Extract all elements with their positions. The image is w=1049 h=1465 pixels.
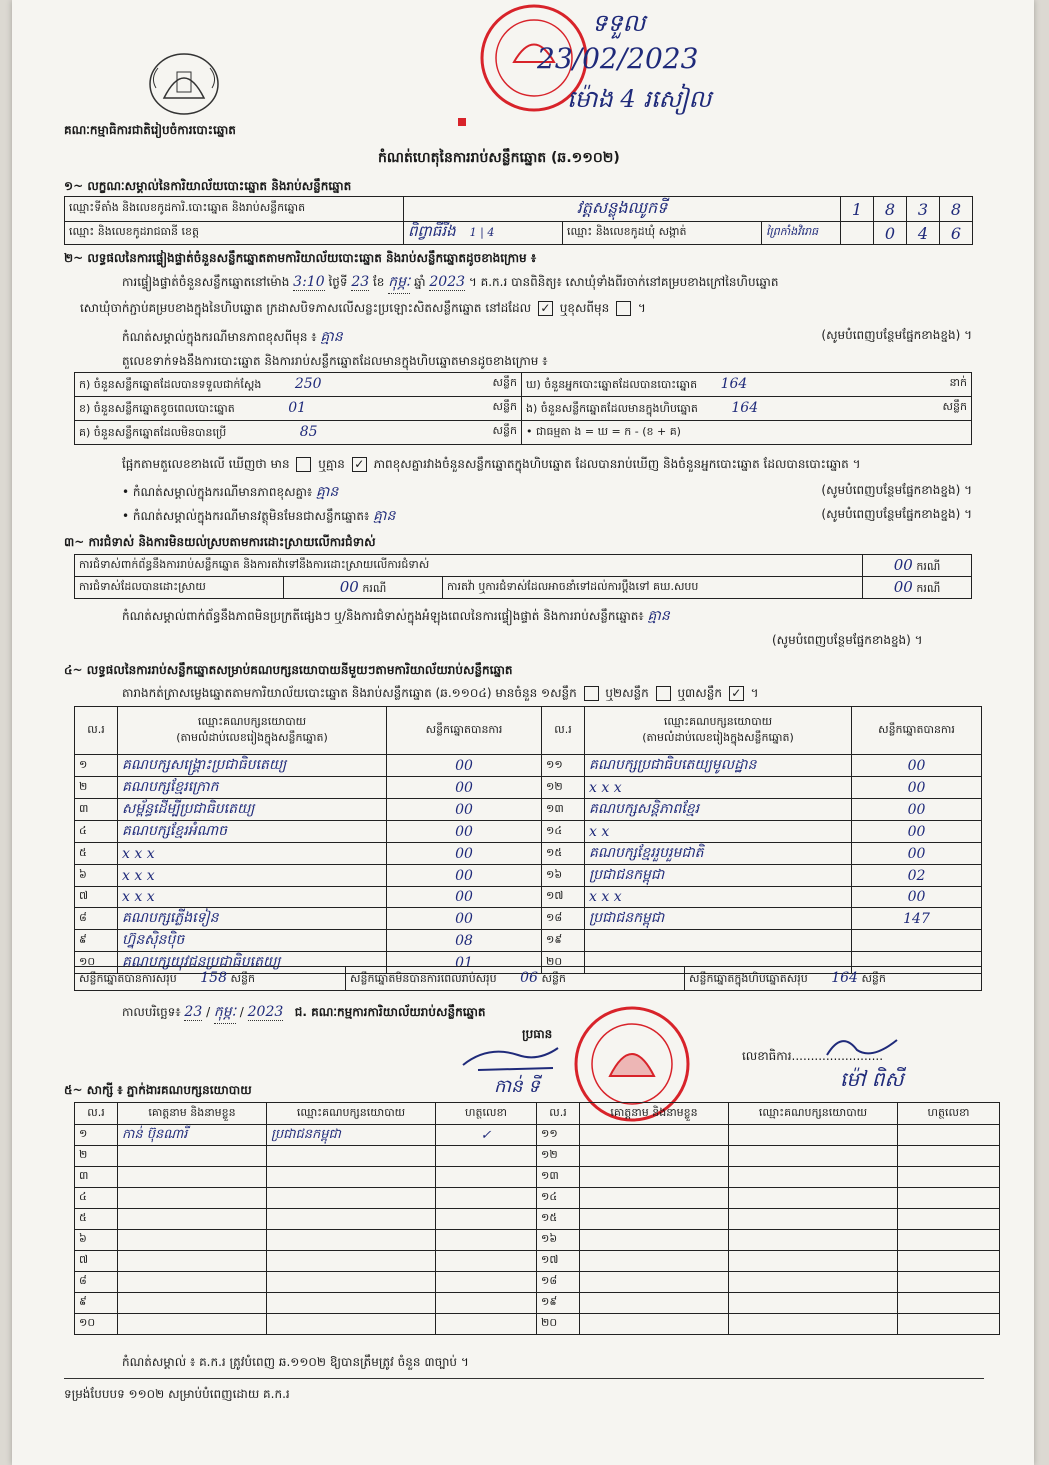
seal-line: សោឃុំចាក់ភ្ជាប់គម្របខាងក្នុងនៃហិបឆ្នោត ក្រដាសបិទភាសលើសន្លះប្រឡោះសិតសន្លឹកឆ្នោត នៅដដែល ✓ ឬខុសពីមុន ។	[80, 301, 646, 315]
row-no: ២០	[542, 952, 585, 974]
total-box: សន្លឹកឆ្នោតក្នុងហិបឆ្នោតសរុប 164 សន្លឹក	[685, 967, 982, 991]
row-no: ១	[75, 755, 118, 777]
doc-title: កំណត់ហេតុនៃការរាប់សន្លឹកឆ្នោត (ឆ.១១០២)	[378, 150, 620, 166]
witness-signature: ✓	[436, 1125, 537, 1146]
row-no: ៧	[75, 1251, 118, 1272]
received-date: 23/02/2023	[537, 42, 699, 75]
witness-name	[118, 1146, 267, 1167]
row-no: ៩	[75, 1293, 118, 1314]
witness-party	[267, 1167, 436, 1188]
form-id: ទម្រង់បែបបទ ១១០២ សម្រាប់បំពេញដោយ គ.ក.រ	[64, 1387, 290, 1401]
section4-intro: តារាងកត់ត្រាសម្លេងឆ្នោតតាមការិយាល័យបោះឆ្នោត និងរាប់សន្លឹកឆ្នោត (ឆ.១១០៤) មានចំនួន ១សន្លឹក ឬ២សន្លឹក ឬ៣សន្លឹក ✓ ។	[122, 686, 759, 700]
section1-title: ១~ លក្ខណៈសម្គាល់នៃការិយាល័យបោះឆ្នោត និងរាប់សន្លឹកឆ្នោត	[64, 179, 352, 193]
count-row: ខ) ចំនួនសន្លឹកឆ្នោតខូចពេលបោះឆ្នោត 01 សន្លឹក	[75, 397, 522, 421]
witness-signature	[898, 1146, 1000, 1167]
note2: • កំណត់សម្គាល់ក្នុងករណីមានភាពខុសគ្នា៖ គ្មាន (សូមបំពេញបន្ថែមផ្នែកខាងខ្នង) ។	[122, 483, 972, 500]
vote-count: 00	[387, 887, 542, 908]
section5-title: ៥~ សាក្សី ៖ ភ្នាក់ងារគណបក្សនយោបាយ	[64, 1083, 252, 1097]
witness-party	[267, 1188, 436, 1209]
row-no: ៨	[75, 908, 118, 930]
totals-table	[74, 966, 982, 991]
col-name: គោត្តនាម និងនាមខ្លួន	[118, 1103, 267, 1125]
has-diff-checkbox[interactable]	[296, 457, 311, 472]
witness-name	[118, 1209, 267, 1230]
col-party: ឈ្មោះគណបក្សនយោបាយ	[267, 1103, 436, 1125]
section4-title: ៤~ លទ្ធផលនៃការរាប់សន្លឹកឆ្នោតសម្រាប់គណបក្សនយោបាយនីមួយៗតាមការិយាល័យរាប់សន្លឹកឆ្នោត	[64, 663, 513, 677]
witness-signature	[436, 1251, 537, 1272]
site-label: ឈ្មោះទីតាំង និងលេខកូដការិ.បោះឆ្នោត និងរាប់សន្លឹកឆ្នោត	[65, 197, 404, 222]
row-no: ១៦	[542, 865, 585, 887]
table-row	[75, 755, 982, 777]
received-note: ទទួល	[592, 9, 646, 37]
witness-party	[729, 1167, 898, 1188]
table-row	[75, 1314, 1000, 1335]
party-name: គណបក្សសង្គ្រោះប្រជាធិបតេយ្យ	[118, 755, 387, 777]
witness-signature	[898, 1125, 1000, 1146]
section1-table	[64, 196, 973, 245]
commune-code-digit: 0	[874, 222, 907, 245]
table-row	[75, 799, 982, 821]
received-time: ម៉ោង 4 រសៀល	[567, 85, 712, 113]
party-name: គណបក្សយុវជនប្រជាធិបតេយ្យ	[118, 952, 387, 974]
different-checkbox[interactable]	[616, 301, 631, 316]
witness-party	[729, 1251, 898, 1272]
party-name: x x x	[585, 887, 852, 908]
vote-count: 00	[852, 799, 982, 821]
table-row	[75, 887, 982, 908]
witness-name	[580, 1209, 729, 1230]
no-diff-checkbox[interactable]: ✓	[352, 457, 367, 472]
row-no: ១៥	[537, 1209, 580, 1230]
section3-table	[74, 554, 972, 599]
witness-table	[74, 1102, 1000, 1335]
vote-count: 00	[387, 843, 542, 865]
witness-name	[118, 1167, 267, 1188]
count-row: គ) ចំនួនសន្លឹកឆ្នោតដែលមិនបានប្រើ 85 សន្លឹក	[75, 421, 522, 445]
row-no: ១៤	[542, 821, 585, 843]
note1: កំណត់សម្គាល់ក្នុងករណីមានភាពខុសពីមុន ៖ គ្មាន (សូមបំពេញបន្ថែមផ្នែកខាងខ្នង) ។	[122, 328, 972, 345]
party-name: ប្រជាជនកម្ពុជា	[585, 865, 852, 887]
witness-party	[729, 1188, 898, 1209]
witness-name	[118, 1251, 267, 1272]
col-sign: ហត្ថលេខា	[436, 1103, 537, 1125]
row-no: ១៨	[537, 1272, 580, 1293]
section3-title: ៣~ ការជំទាស់ និងការមិនយល់ស្របតាមការដោះស្រាយលើការជំទាស់	[64, 535, 376, 549]
witness-party	[267, 1272, 436, 1293]
vote-count: 00	[387, 865, 542, 887]
witness-name	[580, 1167, 729, 1188]
witness-signature	[898, 1272, 1000, 1293]
secretary-name: ម៉ៅ ពិសី	[840, 1067, 904, 1091]
appeal-count: 00 ករណី	[863, 577, 972, 599]
witness-name	[580, 1251, 729, 1272]
table-row	[75, 1230, 1000, 1251]
secretary-label: លេខាធិការ........................	[742, 1049, 884, 1063]
witness-signature	[898, 1188, 1000, 1209]
witness-signature	[436, 1167, 537, 1188]
row-no: ១០	[75, 1314, 118, 1335]
row-no: ១៨	[542, 908, 585, 930]
witness-signature	[898, 1230, 1000, 1251]
section2-title: ២~ លទ្ធផលនៃការផ្ទៀងផ្ទាត់ចំនួនសន្លឹកឆ្នោតតាមការិយាល័យបោះឆ្នោត និងរាប់សន្លឹកឆ្នោតដូចខាងក្រោម ៖	[64, 251, 537, 265]
row-no: ១៩	[537, 1293, 580, 1314]
witness-party	[729, 1272, 898, 1293]
three-sheet-checkbox[interactable]: ✓	[729, 686, 744, 701]
appeal-label: ការតវ៉ា ឬការជំទាស់ដែលអាចនាំទៅដល់ការប្តឹងទៅ គឃ.សបប	[443, 577, 863, 599]
witness-party	[267, 1293, 436, 1314]
vote-count: 00	[852, 777, 982, 799]
vote-count: 147	[852, 908, 982, 930]
witness-name	[580, 1314, 729, 1335]
witness-party	[267, 1230, 436, 1251]
row-no: ១៥	[542, 843, 585, 865]
row-no: ១៧	[537, 1251, 580, 1272]
witness-signature	[898, 1293, 1000, 1314]
two-sheet-checkbox[interactable]	[656, 686, 671, 701]
footer-divider	[64, 1378, 984, 1379]
col-votes: សន្លឹកឆ្នោតបានការ	[852, 707, 982, 755]
witness-name	[118, 1188, 267, 1209]
witness-signature	[898, 1314, 1000, 1335]
row-no: ៣	[75, 1167, 118, 1188]
witness-signature	[898, 1209, 1000, 1230]
party-name: x x x	[118, 865, 387, 887]
row-no: ១៧	[542, 887, 585, 908]
one-sheet-checkbox[interactable]	[584, 686, 599, 701]
witness-party	[267, 1251, 436, 1272]
row-no: ៨	[75, 1272, 118, 1293]
table-row	[75, 1251, 1000, 1272]
national-emblem-icon	[144, 48, 224, 120]
witness-party	[267, 1146, 436, 1167]
vote-count: 00	[387, 799, 542, 821]
witness-name	[118, 1293, 267, 1314]
witness-name	[580, 1272, 729, 1293]
row-no: ២០	[537, 1314, 580, 1335]
witness-signature	[436, 1314, 537, 1335]
table-row	[75, 1167, 1000, 1188]
table-row	[75, 1188, 1000, 1209]
row-no: ១២	[542, 777, 585, 799]
col-votes: សន្លឹកឆ្នោតបានការ	[387, 707, 542, 755]
witness-name	[580, 1230, 729, 1251]
vote-count: 00	[387, 755, 542, 777]
col-party: ឈ្មោះគណបក្សនយោបាយ	[729, 1103, 898, 1125]
witness-name	[580, 1146, 729, 1167]
witness-name	[118, 1230, 267, 1251]
witness-signature	[898, 1251, 1000, 1272]
party-name: x x x	[585, 777, 852, 799]
col-no: ល.រ	[537, 1103, 580, 1125]
count-row: ង) ចំនួនសន្លឹកឆ្នោតដែលមានក្នុងហិបឆ្នោត 164 សន្លឹក	[522, 397, 972, 421]
party-name: គណបក្សប្រជាធិបតេយ្យមូលដ្ឋាន	[585, 755, 852, 777]
party-name: សម្ព័ន្ធដើម្បីប្រជាធិបតេយ្យ	[118, 799, 387, 821]
witness-signature	[436, 1209, 537, 1230]
row-no: ៦	[75, 1230, 118, 1251]
witness-signature	[436, 1146, 537, 1167]
party-name: គណបក្សខ្មែរអំណាច	[118, 821, 387, 843]
row-no: ៧	[75, 887, 118, 908]
site-code-digit: 1	[841, 197, 874, 222]
vote-count: 00	[387, 908, 542, 930]
secretary-signature-icon	[822, 1030, 902, 1064]
party-name: x x x	[118, 887, 387, 908]
resolved-label: ការជំទាស់ដែលបានដោះស្រាយ	[75, 577, 284, 599]
witness-party	[267, 1209, 436, 1230]
commune-code-blank	[841, 222, 874, 245]
table-row	[75, 821, 982, 843]
total-invalid: សន្លឹកឆ្នោតមិនបានការពេលរាប់សរុប 06 សន្លឹក	[346, 967, 685, 991]
row-no: ៥	[75, 1209, 118, 1230]
witness-name	[580, 1125, 729, 1146]
row-no: ៤	[75, 1188, 118, 1209]
table-row	[75, 908, 982, 930]
total-valid: សន្លឹកឆ្នោតបានការសរុប 158 សន្លឹក	[75, 967, 346, 991]
site-value: វត្តសន្លុងឈូកទី	[404, 197, 841, 222]
party-name: គណបក្សសន្តិភាពខ្មែរ	[585, 799, 852, 821]
row-no: ១៤	[537, 1188, 580, 1209]
row-no: ១៩	[542, 930, 585, 952]
col-no: ល.រ	[75, 707, 118, 755]
witness-party	[267, 1314, 436, 1335]
counts-table	[74, 372, 972, 445]
witness-name	[118, 1314, 267, 1335]
witness-name	[580, 1188, 729, 1209]
row-no: ៩	[75, 930, 118, 952]
col-no: ល.រ	[542, 707, 585, 755]
row-no: ៦	[75, 865, 118, 887]
table-row	[75, 865, 982, 887]
row-no: ១	[75, 1125, 118, 1146]
row-no: ២	[75, 777, 118, 799]
witness-name	[118, 1272, 267, 1293]
province-label: ឈ្មោះ និងលេខកូដរាជធានី ខេត្ត	[65, 222, 404, 245]
form-sheet	[12, 0, 1034, 1465]
sign-date: កាលបរិច្ឆេទ៖ 23 / កុម្ភៈ / 2023 ជ. គណៈកម្មការការិយាល័យរាប់សន្លឹកឆ្នោត	[122, 1002, 486, 1024]
row-no: ១៦	[537, 1230, 580, 1251]
commune-label: ឈ្មោះ និងលេខកូដឃុំ សង្កាត់	[563, 222, 762, 245]
vote-count: 00	[852, 755, 982, 777]
objection-label: ការជំទាស់ពាក់ព័ន្ធនឹងការរាប់សន្លឹកឆ្នោត និងការតវ៉ាទៅនឹងការដោះស្រាយលើការជំទាស់	[75, 555, 863, 577]
commune-value: ព្រៃកាំងវិរោធ	[762, 222, 841, 245]
table-row	[75, 1125, 1000, 1146]
party-name: x x x	[118, 843, 387, 865]
vote-count: 02	[852, 865, 982, 887]
row-no: ១១	[537, 1125, 580, 1146]
col-sign: ហត្ថលេខា	[898, 1103, 1000, 1125]
vote-count: 00	[387, 777, 542, 799]
row-no: ២	[75, 1146, 118, 1167]
table-row	[75, 1146, 1000, 1167]
resolved-count: 00 ករណី	[284, 577, 443, 599]
table-row	[75, 843, 982, 865]
row-no: ៤	[75, 821, 118, 843]
witness-name: កាន់ ប៊ុនណារី	[118, 1125, 267, 1146]
row-no: ៥	[75, 843, 118, 865]
col-name: គោត្តនាម និងនាមខ្លួន	[580, 1103, 729, 1125]
witness-party	[729, 1209, 898, 1230]
party-name: ប្រជាជនកម្ពុជា	[585, 908, 852, 930]
count-row: ឃ) ចំនួនអ្នកបោះឆ្នោតដែលបានបោះឆ្នោត 164 នាក់	[522, 373, 972, 397]
party-name: គណបក្សខ្មែររួបរួមជាតិ	[585, 843, 852, 865]
objection-count: 00 ករណី	[863, 555, 972, 577]
witness-signature	[436, 1230, 537, 1251]
table-row	[75, 777, 982, 799]
col-party: ឈ្មោះគណបក្សនយោបាយ (តាមលំដាប់លេខរៀងក្នុងសន្លឹកឆ្នោត)	[585, 707, 852, 755]
witness-party	[729, 1230, 898, 1251]
witness-party	[729, 1314, 898, 1335]
row-no: ១២	[537, 1146, 580, 1167]
witness-party	[729, 1293, 898, 1314]
site-code-digit: 3	[907, 197, 940, 222]
row-no: ១៣	[542, 799, 585, 821]
party-name	[585, 930, 852, 952]
compare-line: ផ្អែកតាមតួលេខខាងលើ ឃើញថា មាន ឬគ្មាន ✓ ភាពខុសគ្នារវាងចំនួនសន្លឹកឆ្នោតក្នុងហិបឆ្នោត ដែលបានរាប់ឃើញ និងចំនួនអ្នកបោះឆ្នោត ដែលបានបោះឆ្នោត ។	[122, 457, 861, 471]
section3-note-tail: (សូមបំពេញបន្ថែមផ្នែកខាងខ្នង) ។	[772, 633, 923, 647]
vote-count: 00	[387, 821, 542, 843]
row-no: ១០	[75, 952, 118, 974]
vote-count	[852, 930, 982, 952]
verify-line: ការផ្ទៀងផ្ទាត់ចំនួនសន្លឹកឆ្នោតនៅម៉ោង 3:10 ថ្ងៃទី 23 ខែ កុម្ភៈ ឆ្នាំ 2023 ។ គ.ក.រ បានពិនិត្យ៖ សោឃុំទាំងពីរចាក់នៅគម្របខាងក្រៅនៃហិបឆ្នោត	[122, 272, 778, 294]
vote-count: 08	[387, 930, 542, 952]
commune-code-digit: 6	[940, 222, 973, 245]
witness-signature	[436, 1188, 537, 1209]
red-mark	[458, 118, 466, 126]
results-table	[74, 706, 982, 974]
witness-signature	[898, 1167, 1000, 1188]
same-checkbox[interactable]: ✓	[538, 301, 553, 316]
party-name: គណបក្សខ្មែរក្រោក	[118, 777, 387, 799]
witness-party	[729, 1125, 898, 1146]
table-row	[75, 1272, 1000, 1293]
row-no: ១១	[542, 755, 585, 777]
table-row	[75, 1209, 1000, 1230]
chair-label: ប្រធាន	[522, 1027, 553, 1041]
witness-signature	[436, 1293, 537, 1314]
row-no: ៣	[75, 799, 118, 821]
vote-count: 01	[387, 952, 542, 974]
vote-count: 00	[852, 843, 982, 865]
section3-note: កំណត់សម្គាល់ពាក់ព័ន្ធនឹងភាពមិនប្រក្រតីផ្សេងៗ ឬ/និងការជំទាស់ក្នុងអំឡុងពេលនៃការផ្ទៀងផ្ទាត់ និងការរាប់សន្លឹកឆ្នោត៖ គ្មាន	[122, 608, 670, 624]
witness-party: ប្រជាជនកម្ពុជា	[267, 1125, 436, 1146]
commune-code-digit: 4	[907, 222, 940, 245]
site-code-digit: 8	[940, 197, 973, 222]
witness-signature	[436, 1272, 537, 1293]
party-name: x x	[585, 821, 852, 843]
counts-intro: តួលេខទាក់ទងនឹងការបោះឆ្នោត និងការរាប់សន្លឹកឆ្នោតដែលមានក្នុងហិបឆ្នោតមានដូចខាងក្រោម ៖	[122, 354, 548, 368]
note3: • កំណត់សម្គាល់ក្នុងករណីមានវត្ថុមិនមែនជាសន្លឹកឆ្នោត៖ គ្មាន (សូមបំពេញបន្ថែមផ្នែកខាងខ្នង) ។	[122, 507, 972, 524]
site-code-digit: 8	[874, 197, 907, 222]
footer-note: កំណត់សម្គាល់ ៖ គ.ក.រ ត្រូវបំពេញ ឆ.១១០២ ឱ្យបានត្រឹមត្រូវ ចំនួន ៣ច្បាប់ ។	[122, 1355, 469, 1369]
party-name: គណបក្សភ្លើងទៀន	[118, 908, 387, 930]
org-name: គណៈកម្មាធិការជាតិរៀបចំការបោះឆ្នោត	[64, 123, 236, 137]
table-row	[75, 930, 982, 952]
party-name: ហ្វ៊ុនស៊ិនប៉ិច	[118, 930, 387, 952]
table-row	[75, 1293, 1000, 1314]
vote-count: 00	[852, 821, 982, 843]
chair-name: កាន់ ទី	[494, 1076, 540, 1097]
count-row: ក) ចំនួនសន្លឹកឆ្នោតដែលបានទទួលជាក់ស្តែង 250 សន្លឹក	[75, 373, 522, 397]
witness-name	[580, 1293, 729, 1314]
col-party: ឈ្មោះគណបក្សនយោបាយ (តាមលំដាប់លេខរៀងក្នុងសន្លឹកឆ្នោត)	[118, 707, 387, 755]
col-no: ល.រ	[75, 1103, 118, 1125]
row-no: ១៣	[537, 1167, 580, 1188]
formula: • ជាធម្មតា ង = ឃ = ក - (ខ + គ)	[522, 421, 972, 445]
province-value: ពិព្វាធីរីង 1 | 4	[404, 222, 563, 245]
vote-count: 00	[852, 887, 982, 908]
witness-party	[729, 1146, 898, 1167]
